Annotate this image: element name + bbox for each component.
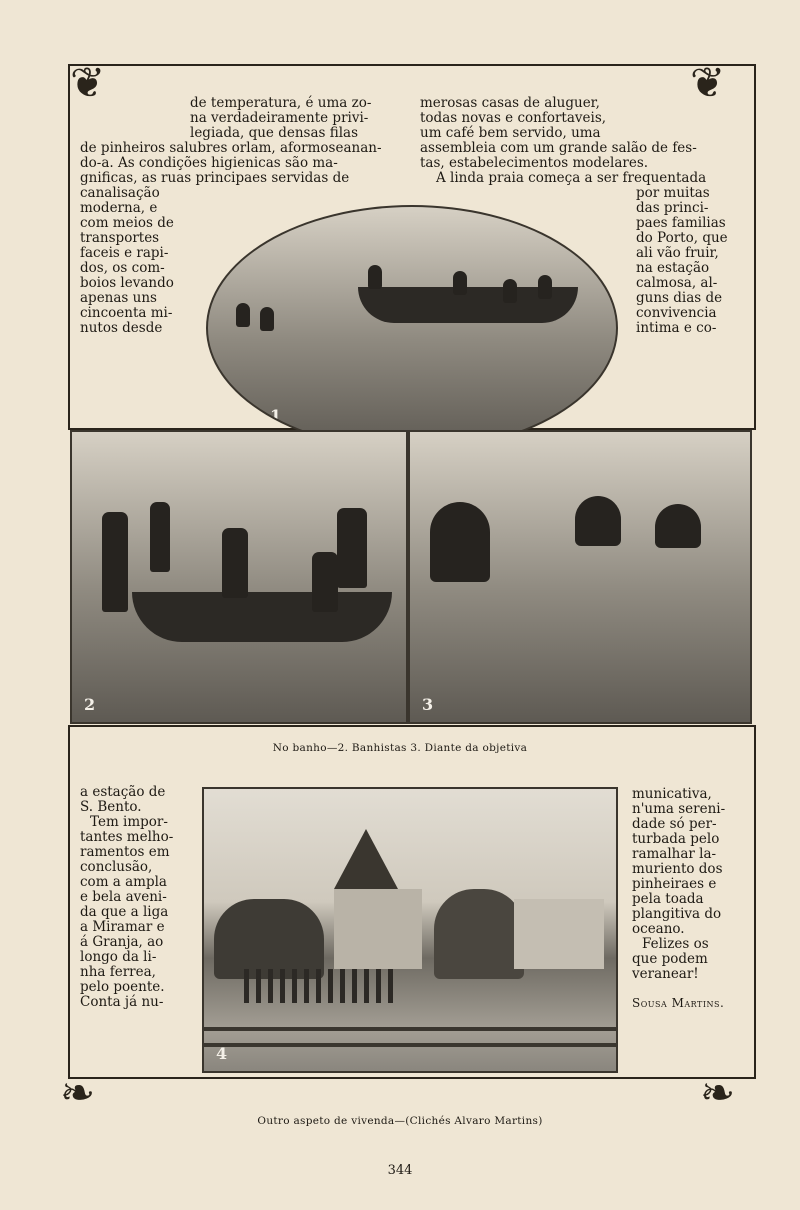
text-line: tas, estabelecimentos modelares.: [420, 155, 649, 171]
text-line: longo da li-: [80, 949, 157, 965]
text-line: n'uma sereni-: [632, 801, 726, 817]
text-line: municativa,: [632, 786, 712, 802]
person: [430, 502, 490, 582]
person: [337, 508, 367, 588]
text-line: de pinheiros salubres orlam, aformoseanan-: [80, 140, 382, 156]
text-line: de temperatura, é uma zo-: [190, 95, 372, 111]
text-line: legiada, que densas filas: [190, 125, 359, 141]
villa-building: [514, 899, 604, 969]
text-line: merosas casas de aluguer,: [420, 95, 600, 111]
text-line: boios levando: [80, 275, 174, 291]
photo-number: 4: [216, 1044, 228, 1063]
text-line: na verdadeiramente privi-: [190, 110, 369, 126]
text-line: guns dias de: [636, 290, 723, 306]
photo-number: 3: [422, 695, 434, 714]
photo-4-villa: [202, 787, 618, 1073]
villa-tower: [334, 829, 398, 889]
text-line: cincoenta mi-: [80, 305, 173, 321]
ornament-corner-top-left: ❦: [70, 58, 106, 107]
text-line: um café bem servido, uma: [420, 125, 601, 141]
caption-villa: Outro aspeto de vivenda—(Clichés Alvaro Martins): [257, 1115, 543, 1127]
person: [575, 496, 621, 546]
text-line: A linda praia começa a ser frequentada: [436, 170, 707, 186]
caption-bathing: No banho—2. Banhistas 3. Diante da objetiva: [272, 742, 528, 754]
ornament-corner-bottom-right: ❧: [700, 1068, 736, 1117]
text-line: ramentos em: [80, 844, 170, 860]
person: [236, 303, 250, 327]
text-line: das princi-: [636, 200, 709, 216]
person: [222, 528, 248, 598]
rowboat: [132, 592, 392, 642]
text-line: nutos desde: [80, 320, 163, 336]
text-line: nha ferrea,: [80, 964, 156, 980]
text-line: que podem: [632, 951, 708, 967]
text-line: moderna, e: [80, 200, 158, 216]
trees: [434, 889, 524, 979]
person: [150, 502, 170, 572]
author-signature: Sousa Martins.: [632, 996, 725, 1010]
page-number: 344: [387, 1163, 413, 1178]
text-line: do Porto, que: [636, 230, 728, 246]
photo-number: 1: [270, 406, 282, 425]
text-line: faceis e rapi-: [80, 245, 169, 261]
text-line: turbada pelo: [632, 831, 720, 847]
text-line: conclusão,: [80, 859, 153, 875]
text-line: Tem impor-: [90, 814, 168, 830]
text-line: Felizes os: [642, 936, 709, 952]
person: [368, 265, 382, 289]
photo-number: 2: [84, 695, 96, 714]
text-line: á Granja, ao: [80, 934, 164, 950]
trees: [214, 899, 324, 979]
railway-track: [204, 1043, 616, 1047]
text-line: oceano.: [632, 921, 685, 937]
text-line: ali vão fruir,: [636, 245, 719, 261]
text-line: apenas uns: [80, 290, 157, 306]
text-line: intima e co-: [636, 320, 717, 336]
person: [312, 552, 338, 612]
text-line: veranear!: [632, 966, 699, 982]
text-line: plangitiva do: [632, 906, 722, 922]
text-line: gnificas, as ruas principaes servidas de: [80, 170, 350, 186]
text-line: com a ampla: [80, 874, 167, 890]
fence: [244, 969, 394, 1003]
text-line: tantes melho-: [80, 829, 174, 845]
text-line: do-a. As condições higienicas são ma-: [80, 155, 338, 171]
person: [453, 271, 467, 295]
article-text-bottom-left: [80, 785, 186, 1010]
ornament-corner-top-right: ❦: [690, 58, 726, 107]
text-line: ramalhar la-: [632, 846, 717, 862]
ornament-corner-bottom-left: ❧: [60, 1068, 96, 1117]
villa-building: [334, 889, 422, 969]
text-line: a estação de: [80, 784, 166, 800]
text-line: com meios de: [80, 215, 174, 231]
photo-1-boat-bathers: [206, 205, 618, 451]
text-line: da que a liga: [80, 904, 169, 920]
person: [260, 307, 274, 331]
text-line: e bela aveni-: [80, 889, 167, 905]
text-line: pela toada: [632, 891, 704, 907]
text-line: Conta já nu-: [80, 994, 164, 1010]
text-line: dos, os com-: [80, 260, 165, 276]
text-line: convivencia: [636, 305, 717, 321]
railway-track: [204, 1027, 616, 1031]
photo-2-bathers-in-boat: [70, 430, 408, 724]
text-line: calmosa, al-: [636, 275, 718, 291]
text-line: a Miramar e: [80, 919, 165, 935]
photo-3-swimmers: [408, 430, 752, 724]
person: [655, 504, 701, 548]
person: [538, 275, 552, 299]
text-line: pelo poente.: [80, 979, 165, 995]
text-line: todas novas e confortaveis,: [420, 110, 607, 126]
text-line: transportes: [80, 230, 160, 246]
text-line: por muitas: [636, 185, 710, 201]
text-line: canalisação: [80, 185, 160, 201]
person: [503, 279, 517, 303]
text-line: dade só per-: [632, 816, 717, 832]
text-line: paes familias: [636, 215, 726, 231]
text-line: muriento dos: [632, 861, 723, 877]
person: [102, 512, 128, 612]
article-text-bottom-right: [632, 787, 740, 1011]
text-line: pinheiraes e: [632, 876, 717, 892]
text-line: na estação: [636, 260, 710, 276]
text-line: S. Bento.: [80, 799, 142, 815]
text-line: assembleia com um grande salão de fes-: [420, 140, 697, 156]
